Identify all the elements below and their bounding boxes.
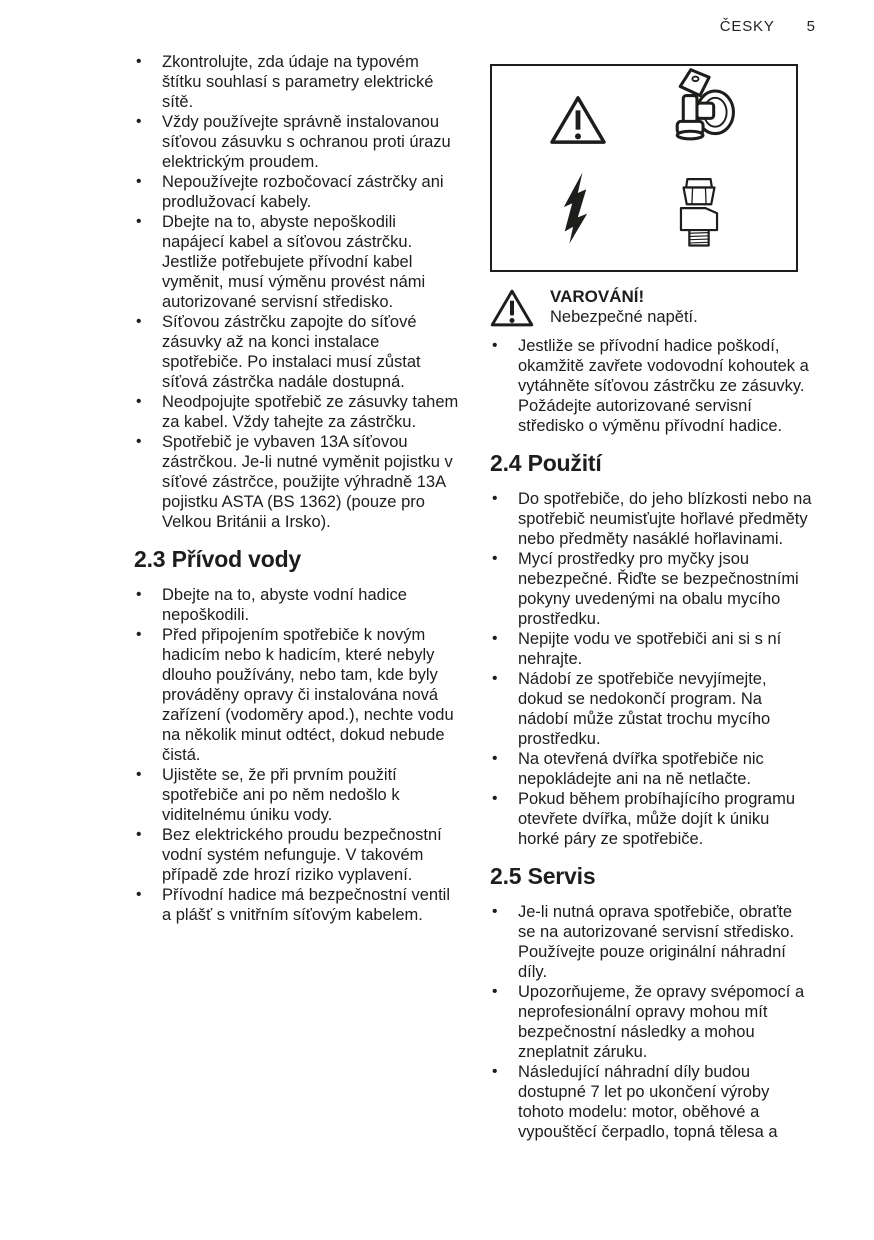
bullet-text: Zkontrolujte, zda údaje na typovém štítku souhlasí s parametry elektrické sítě.	[162, 53, 434, 111]
bullet-item	[134, 312, 460, 392]
bullet-item	[134, 765, 460, 825]
bullet-item	[134, 112, 460, 172]
safety-icons-figure	[490, 64, 798, 272]
bullet-item	[490, 489, 812, 549]
bullet-item	[134, 625, 460, 765]
bullet-text: Je-li nutná oprava spotřebiče, obraťte se na autorizované servisní středisko. Používejte pouze originální náhradní díly.	[518, 903, 795, 981]
bullet-text: Na otevřená dvířka spotřebiče nic nepokládejte ani na ně netlačte.	[518, 750, 764, 788]
hose-connector-icon	[670, 162, 728, 262]
bullet-item	[134, 212, 460, 312]
bullet-text: Nepijte vodu ve spotřebiči ani si s ní nehrajte.	[518, 630, 782, 668]
bullet-item	[490, 629, 812, 669]
page-header	[0, 18, 815, 35]
bullet-text: Neodpojujte spotřebič ze zásuvky tahem za kabel. Vždy tahejte za zástrčku.	[162, 393, 459, 431]
bullet-text: Bez elektrického proudu bezpečnostní vodní systém nefunguje. V takovém případě zde hrozí riziko vyplavení.	[162, 826, 442, 884]
bullet-text: Ujistěte se, že při prvním použití spotřebiče ani po něm nedošlo k viditelnému úniku vody.	[162, 766, 400, 824]
use-bullet-list	[490, 489, 812, 849]
bullet-item	[134, 52, 460, 112]
left-column	[134, 52, 460, 925]
bullet-text: Nádobí ze spotřebiče nevyjímejte, dokud se nedokončí program. Na nádobí může zůstat trochu mycího prostředku.	[518, 670, 771, 748]
bullet-text: Následující náhradní díly budou dostupné 7 let po ukončení výroby tohoto modelu: motor, oběhové a vypouštěcí čerpadlo, topná tělesa a	[518, 1063, 778, 1141]
water-connection-bullet-list	[134, 585, 460, 925]
warning-text	[550, 286, 698, 328]
bullet-item	[490, 982, 812, 1062]
bullet-text: Dbejte na to, abyste nepoškodili napájecí kabel a síťovou zástrčku. Jestliže potřebujete přívodní kabel vyměnit, musí výměnu provést námi autorizované servisní středisko.	[162, 213, 426, 311]
section-title-water-connection: 2.3 Přívod vody	[134, 546, 302, 572]
bullet-text: Upozorňujeme, že opravy svépomocí a neprofesionální opravy mohou mít bezpečnostní následky a mohou zneplatnit záruku.	[518, 983, 805, 1061]
warning-block	[490, 286, 812, 328]
bullet-item	[134, 585, 460, 625]
bullet-text: Nepoužívejte rozbočovací zástrčky ani prodlužovací kabely.	[162, 173, 444, 211]
electrical-safety-bullet-list	[134, 52, 460, 532]
bullet-item	[134, 172, 460, 212]
bullet-text: Dbejte na to, abyste vodní hadice nepoškodili.	[162, 586, 407, 624]
bullet-item	[134, 825, 460, 885]
bullet-text: Mycí prostředky pro myčky jsou nebezpečné. Řiďte se bezpečnostními pokyny uvedenými na obalu mycího prostředku.	[518, 550, 799, 628]
bullet-text: Do spotřebiče, do jeho blízkosti nebo na spotřebič neumisťujte hořlavé předměty nebo předměty nasáklé hořlavinami.	[518, 490, 812, 548]
warning-subtitle: Nebezpečné napětí.	[550, 308, 698, 326]
bullet-item	[134, 392, 460, 432]
warning-title: VAROVÁNÍ!	[550, 287, 645, 306]
section-title-service: 2.5 Servis	[490, 863, 596, 889]
bullet-item	[490, 1062, 812, 1142]
bullet-text: Síťovou zástrčku zapojte do síťové zásuvky až na konci instalace spotřebiče. Po instalaci musí zůstat síťová zástrčka nadále dostupná.	[162, 313, 421, 391]
service-bullet-list	[490, 902, 812, 1142]
bullet-item	[490, 902, 812, 982]
bullet-text: Spotřebič je vybaven 13A síťovou zástrčkou. Je-li nutné vyměnit pojistku v síťové zástrčce, použijte výhradně 13A pojistku ASTA (BS 1362) (pouze pro Velkou Británii a Irsko).	[162, 433, 453, 531]
bullet-item	[490, 336, 812, 436]
right-column	[490, 64, 812, 1142]
section-title-use: 2.4 Použití	[490, 450, 602, 476]
language-label: ČESKY	[719, 18, 775, 35]
bullet-text: Jestliže se přívodní hadice poškodí, okamžitě zavřete vodovodní kohoutek a vytáhněte síťovou zástrčku ze zásuvky. Požádejte autorizované servisní středisko o výměnu přívodní hadice.	[518, 337, 809, 435]
bullet-item	[490, 749, 812, 789]
warning-triangle-icon	[549, 94, 607, 146]
warning-bullet-list	[490, 336, 812, 436]
bullet-item	[490, 549, 812, 629]
bullet-item	[134, 432, 460, 532]
bullet-item	[490, 789, 812, 849]
bullet-item	[134, 885, 460, 925]
bullet-item	[490, 669, 812, 749]
bullet-text: Přívodní hadice má bezpečnostní ventil a plášť s vnitřním síťovým kabelem.	[162, 886, 451, 924]
water-tap-icon	[662, 68, 738, 152]
bullet-text: Pokud během probíhajícího programu otevřete dvířka, může dojít k úniku horké páry ze spotřebiče.	[518, 790, 796, 848]
warning-triangle-icon	[490, 288, 534, 328]
bullet-text: Vždy používejte správně instalovanou síťovou zásuvku s ochranou proti úrazu elektrickým proudem.	[162, 113, 451, 171]
high-voltage-bolt-icon	[560, 170, 590, 246]
page-number: 5	[806, 18, 815, 35]
bullet-text: Před připojením spotřebiče k novým hadicím nebo k hadicím, které nebyly dlouho používány, nebo tam, kde byly prováděny opravy či instalována nová zařízení (vodoměry apod.), nechte vodu na několik minut odtéct, dokud nebude čistá.	[162, 626, 454, 764]
